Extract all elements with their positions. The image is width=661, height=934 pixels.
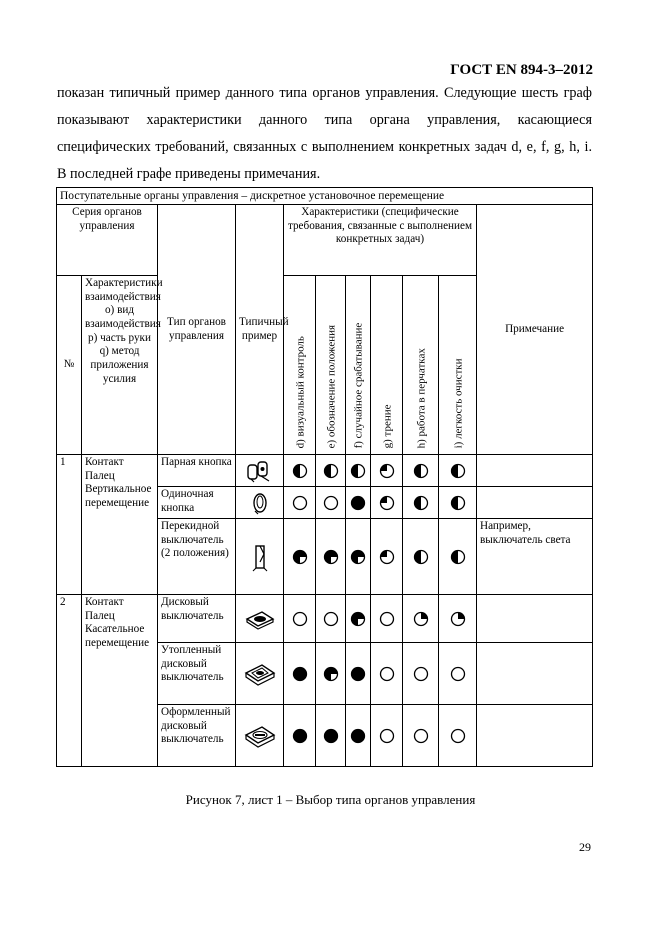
rating-g [371,643,403,705]
rating-full-icon [350,728,366,744]
rating-e [316,487,346,519]
rating-full-icon [350,666,366,682]
header-characteristics: Характеристики (специфические требования, связанные с выполнением конкретных задач) [284,205,477,276]
rating-i [439,487,477,519]
note-cell [477,455,593,487]
rating-half-icon [413,549,429,565]
rating-three-quarter-full-icon [350,611,366,627]
rating-half-icon [450,463,466,479]
rating-half-icon [413,495,429,511]
rating-empty-icon [379,666,395,682]
header-h: h) работа в перчатках [403,276,439,455]
rating-f [346,595,371,643]
rating-full-icon [350,495,366,511]
rating-three-quarter-icon [379,463,395,479]
header-number: № [57,276,82,455]
rating-empty-icon [323,611,339,627]
group-interaction: Контакт Палец Вертикальное перемещение [82,455,158,595]
rating-e [316,595,346,643]
rating-empty-icon [323,495,339,511]
rating-full-icon [323,728,339,744]
recessed-disc-switch-picture [236,643,284,705]
rating-empty-icon [450,728,466,744]
rating-half-icon [323,463,339,479]
rating-full-icon [292,728,308,744]
rating-three-quarter-icon [379,495,395,511]
rating-full-icon [292,666,308,682]
note-cell [477,487,593,519]
control-type: Оформленный дисковый выключатель [158,705,236,767]
rating-h [403,643,439,705]
rating-f [346,643,371,705]
rating-e [316,455,346,487]
single-button-picture [236,487,284,519]
header-e: e) обозначение положения [316,276,346,455]
rating-i [439,595,477,643]
table-row [57,455,593,487]
rating-f [346,705,371,767]
rating-h [403,519,439,595]
note-cell [477,705,593,767]
header-f: f) случайное срабатывание [346,276,371,455]
rating-h [403,455,439,487]
table-row [57,595,593,643]
rating-f [346,487,371,519]
rating-i [439,643,477,705]
rating-half-icon [413,463,429,479]
rating-half-icon [350,463,366,479]
header-note: Примечание [477,205,593,455]
control-type: Утопленный дисковый выключатель [158,643,236,705]
rating-empty-icon [413,666,429,682]
rating-empty-icon [379,728,395,744]
standard-designation: ГОСТ EN 894-3–2012 [450,62,593,78]
note-cell [477,643,593,705]
rating-g [371,487,403,519]
rating-d [284,519,316,595]
rating-i [439,519,477,595]
rating-half-icon [450,549,466,565]
table-caption: Поступательные органы управления – дискретное установочное перемещение [57,188,593,205]
rating-empty-icon [292,611,308,627]
rating-e [316,705,346,767]
rating-f [346,519,371,595]
control-type: Дисковый выключатель [158,595,236,643]
rating-g [371,519,403,595]
note-cell: Например, выключатель света [477,519,593,595]
rating-g [371,595,403,643]
rating-g [371,705,403,767]
note-cell [477,595,593,643]
disc-switch-picture [236,595,284,643]
rating-d [284,487,316,519]
paired-button-picture [236,455,284,487]
group-number: 2 [57,595,82,767]
control-type: Одиночная кнопка [158,487,236,519]
rating-d [284,705,316,767]
header-i: i) легкость очистки [439,276,477,455]
rating-i [439,705,477,767]
rating-d [284,643,316,705]
rating-h [403,487,439,519]
rating-three-quarter-full-icon [323,666,339,682]
rating-three-quarter-full-icon [292,549,308,565]
header-typical-example: Типичный пример [236,205,284,455]
header-series: Серия органов управления [57,205,158,276]
group-interaction: Контакт Палец Касательное перемещение [82,595,158,767]
header-interaction: Характеристики взаимодействия о) вид взаимодействия р) часть руки q) метод приложения усилия [82,276,158,455]
rating-h [403,595,439,643]
rating-i [439,455,477,487]
rating-empty-icon [413,728,429,744]
rating-quarter-icon [413,611,429,627]
rating-d [284,595,316,643]
rating-empty-icon [379,611,395,627]
rating-e [316,519,346,595]
rating-e [316,643,346,705]
rating-d [284,455,316,487]
page-number: 29 [579,840,591,854]
rating-three-quarter-full-icon [323,549,339,565]
control-selection-table [56,187,593,767]
toggle-switch-picture [236,519,284,595]
header-control-type: Тип органов управления [158,205,236,455]
intro-paragraph: показан типичный пример данного типа органов управления. Следующие шесть граф показывают характеристики данного типа органа управления, касающиеся специфических требований, связанных с выполнением конкретных задач d, e, f, g, h, i. В последней графе приведены примечания. [57,85,592,182]
header-g: g) трение [371,276,403,455]
rating-three-quarter-icon [379,549,395,565]
rating-g [371,455,403,487]
control-type: Парная кнопка [158,455,236,487]
figure-caption: Рисунок 7, лист 1 – Выбор типа органов управления [185,792,476,807]
group-number: 1 [57,455,82,595]
rating-empty-icon [292,495,308,511]
rating-quarter-icon [450,611,466,627]
shaped-disc-switch-picture [236,705,284,767]
rating-f [346,455,371,487]
rating-h [403,705,439,767]
control-type: Перекидной выключатель (2 положения) [158,519,236,595]
rating-half-icon [450,495,466,511]
rating-half-icon [292,463,308,479]
header-d: d) визуальный контроль [284,276,316,455]
rating-empty-icon [450,666,466,682]
rating-three-quarter-full-icon [350,549,366,565]
